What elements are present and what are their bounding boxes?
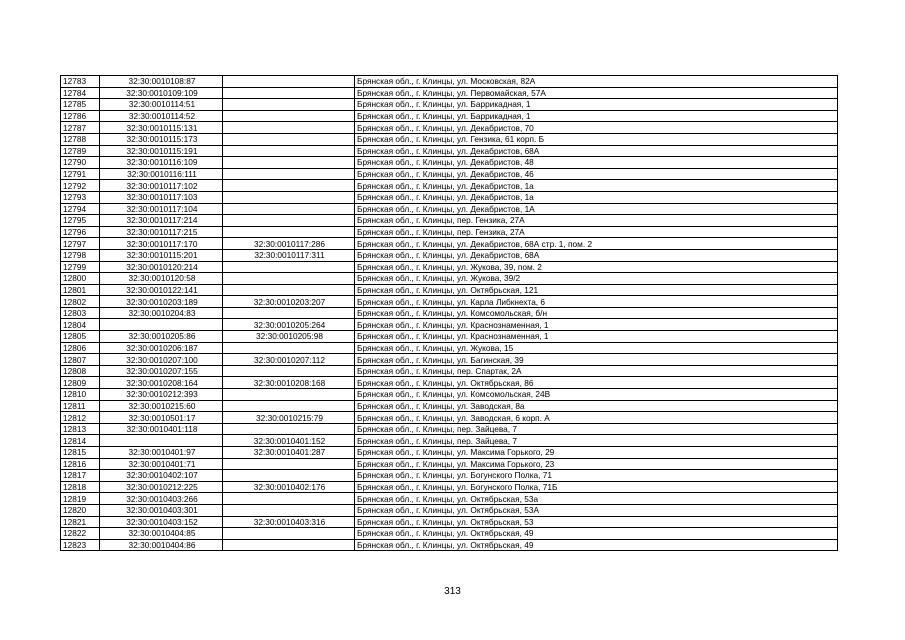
row-number-cell: 12813 — [61, 423, 100, 435]
row-number-cell: 12810 — [61, 389, 100, 401]
cadastral-number-cell: 32:30:0010215:60 — [100, 400, 223, 412]
cadastral-number-cell: 32:30:0010115:173 — [100, 133, 223, 145]
table-row — [61, 284, 838, 296]
table-row — [61, 249, 838, 261]
cadastral-number-cell: 32:30:0010402:107 — [100, 470, 223, 482]
cadastral-number-cell: 32:30:0010116:111 — [100, 168, 223, 180]
related-cadastral-number-cell: 32:30:0010402:176 — [223, 481, 355, 493]
page-number: 313 — [444, 586, 461, 597]
cadastral-number-cell: 32:30:0010117:102 — [100, 180, 223, 192]
cadastral-number-cell — [100, 435, 223, 447]
cadastral-number-cell: 32:30:0010203:189 — [100, 296, 223, 308]
address-cell: Брянская обл., г. Клинцы, пер. Зайцева, 7 — [355, 435, 838, 447]
address-cell: Брянская обл., г. Клинцы, ул. Октябрьская, 121 — [355, 284, 838, 296]
row-number-cell: 12783 — [61, 76, 100, 88]
address-cell: Брянская обл., г. Клинцы, ул. Богунского Полка, 71Б — [355, 481, 838, 493]
row-number-cell: 12817 — [61, 470, 100, 482]
address-cell: Брянская обл., г. Клинцы, ул. Декабристов, 68А — [355, 145, 838, 157]
cadastral-number-cell: 32:30:0010207:100 — [100, 354, 223, 366]
related-cadastral-number-cell: 32:30:0010401:287 — [223, 447, 355, 459]
table-row — [61, 389, 838, 401]
address-cell: Брянская обл., г. Клинцы, ул. Московская, 82А — [355, 76, 838, 88]
row-number-cell: 12802 — [61, 296, 100, 308]
table-row — [61, 133, 838, 145]
cadastral-number-cell — [100, 319, 223, 331]
row-number-cell: 12790 — [61, 157, 100, 169]
related-cadastral-number-cell — [223, 87, 355, 99]
cadastral-number-cell: 32:30:0010117:104 — [100, 203, 223, 215]
address-cell: Брянская обл., г. Клинцы, ул. Заводская, 8а — [355, 400, 838, 412]
related-cadastral-number-cell: 32:30:0010403:316 — [223, 516, 355, 528]
cadastral-number-cell: 32:30:0010404:85 — [100, 528, 223, 540]
table-row — [61, 307, 838, 319]
row-number-cell: 12819 — [61, 493, 100, 505]
address-cell: Брянская обл., г. Клинцы, ул. Комсомольская, 24В — [355, 389, 838, 401]
row-number-cell: 12787 — [61, 122, 100, 134]
cadastral-number-cell: 32:30:0010403:266 — [100, 493, 223, 505]
table-row — [61, 191, 838, 203]
table-row — [61, 296, 838, 308]
cadastral-number-cell: 32:30:0010212:225 — [100, 481, 223, 493]
cadastral-number-cell: 32:30:0010403:301 — [100, 504, 223, 516]
related-cadastral-number-cell — [223, 493, 355, 505]
row-number-cell: 12801 — [61, 284, 100, 296]
cadastral-number-cell: 32:30:0010404:86 — [100, 539, 223, 551]
related-cadastral-number-cell — [223, 122, 355, 134]
cadastral-number-cell: 32:30:0010401:71 — [100, 458, 223, 470]
address-cell: Брянская обл., г. Клинцы, ул. Октябрьская, 49 — [355, 539, 838, 551]
address-cell: Брянская обл., г. Клинцы, ул. Краснознаменная, 1 — [355, 319, 838, 331]
cadastral-number-cell: 32:30:0010403:152 — [100, 516, 223, 528]
address-cell: Брянская обл., г. Клинцы, ул. Баррикадная, 1 — [355, 110, 838, 122]
related-cadastral-number-cell: 32:30:0010207:112 — [223, 354, 355, 366]
table-row — [61, 354, 838, 366]
address-cell: Брянская обл., г. Клинцы, ул. Октябрьская, 53а — [355, 493, 838, 505]
cadastral-number-cell: 32:30:0010212:393 — [100, 389, 223, 401]
table-row — [61, 423, 838, 435]
row-number-cell: 12795 — [61, 215, 100, 227]
row-number-cell: 12785 — [61, 99, 100, 111]
row-number-cell: 12784 — [61, 87, 100, 99]
address-cell: Брянская обл., г. Клинцы, пер. Спартак, 2А — [355, 365, 838, 377]
cadastral-number-cell: 32:30:0010109:109 — [100, 87, 223, 99]
table-row — [61, 481, 838, 493]
row-number-cell: 12804 — [61, 319, 100, 331]
table-row — [61, 504, 838, 516]
address-cell: Брянская обл., г. Клинцы, ул. Гензика, 61 корп. Б — [355, 133, 838, 145]
cadastral-number-cell: 32:30:0010208:164 — [100, 377, 223, 389]
cadastral-number-cell: 32:30:0010401:118 — [100, 423, 223, 435]
related-cadastral-number-cell — [223, 157, 355, 169]
row-number-cell: 12822 — [61, 528, 100, 540]
related-cadastral-number-cell — [223, 423, 355, 435]
row-number-cell: 12809 — [61, 377, 100, 389]
table-row — [61, 400, 838, 412]
row-number-cell: 12805 — [61, 331, 100, 343]
related-cadastral-number-cell — [223, 539, 355, 551]
table-row — [61, 342, 838, 354]
table-row — [61, 458, 838, 470]
table-row — [61, 528, 838, 540]
address-cell: Брянская обл., г. Клинцы, ул. Богунского Полка, 71 — [355, 470, 838, 482]
related-cadastral-number-cell — [223, 215, 355, 227]
related-cadastral-number-cell — [223, 284, 355, 296]
table-row — [61, 157, 838, 169]
table-row — [61, 226, 838, 238]
row-number-cell: 12814 — [61, 435, 100, 447]
cadastral-number-cell: 32:30:0010116:109 — [100, 157, 223, 169]
address-cell: Брянская обл., г. Клинцы, ул. Декабристов, 68А стр. 1, пом. 2 — [355, 238, 838, 250]
table-row — [61, 377, 838, 389]
related-cadastral-number-cell: 32:30:0010205:98 — [223, 331, 355, 343]
row-number-cell: 12798 — [61, 249, 100, 261]
row-number-cell: 12789 — [61, 145, 100, 157]
related-cadastral-number-cell — [223, 307, 355, 319]
address-cell: Брянская обл., г. Клинцы, пер. Гензика, 27А — [355, 215, 838, 227]
address-cell: Брянская обл., г. Клинцы, ул. Декабристов, 68А — [355, 249, 838, 261]
table-row — [61, 539, 838, 551]
address-cell: Брянская обл., г. Клинцы, ул. Декабристов, 46 — [355, 168, 838, 180]
cadastral-number-cell: 32:30:0010207:155 — [100, 365, 223, 377]
address-cell: Брянская обл., г. Клинцы, ул. Первомайская, 57А — [355, 87, 838, 99]
address-cell: Брянская обл., г. Клинцы, ул. Декабристов, 70 — [355, 122, 838, 134]
cadastral-number-cell: 32:30:0010204:83 — [100, 307, 223, 319]
related-cadastral-number-cell — [223, 342, 355, 354]
row-number-cell: 12811 — [61, 400, 100, 412]
table-row — [61, 412, 838, 424]
related-cadastral-number-cell — [223, 470, 355, 482]
table-row — [61, 76, 838, 88]
table-row — [61, 168, 838, 180]
address-cell: Брянская обл., г. Клинцы, ул. Декабристов, 1а — [355, 191, 838, 203]
related-cadastral-number-cell: 32:30:0010208:168 — [223, 377, 355, 389]
address-cell: Брянская обл., г. Клинцы, ул. Комсомольская, б/н — [355, 307, 838, 319]
row-number-cell: 12786 — [61, 110, 100, 122]
table-row — [61, 99, 838, 111]
row-number-cell: 12807 — [61, 354, 100, 366]
table-row — [61, 238, 838, 250]
row-number-cell: 12788 — [61, 133, 100, 145]
address-cell: Брянская обл., г. Клинцы, ул. Октябрьская, 49 — [355, 528, 838, 540]
related-cadastral-number-cell: 32:30:0010203:207 — [223, 296, 355, 308]
table-row — [61, 145, 838, 157]
cadastral-number-cell: 32:30:0010117:215 — [100, 226, 223, 238]
table-row — [61, 122, 838, 134]
table-row — [61, 331, 838, 343]
related-cadastral-number-cell — [223, 76, 355, 88]
cadastral-number-cell: 32:30:0010117:103 — [100, 191, 223, 203]
row-number-cell: 12815 — [61, 447, 100, 459]
table-row — [61, 203, 838, 215]
registry-table — [60, 75, 838, 551]
row-number-cell: 12800 — [61, 273, 100, 285]
address-cell: Брянская обл., г. Клинцы, ул. Максима Горького, 29 — [355, 447, 838, 459]
table-row — [61, 87, 838, 99]
cadastral-number-cell: 32:30:0010117:214 — [100, 215, 223, 227]
related-cadastral-number-cell — [223, 110, 355, 122]
related-cadastral-number-cell — [223, 261, 355, 273]
related-cadastral-number-cell — [223, 458, 355, 470]
row-number-cell: 12799 — [61, 261, 100, 273]
address-cell: Брянская обл., г. Клинцы, пер. Гензика, 27А — [355, 226, 838, 238]
row-number-cell: 12794 — [61, 203, 100, 215]
related-cadastral-number-cell — [223, 528, 355, 540]
cadastral-number-cell: 32:30:0010115:201 — [100, 249, 223, 261]
cadastral-number-cell: 32:30:0010117:170 — [100, 238, 223, 250]
cadastral-number-cell: 32:30:0010401:97 — [100, 447, 223, 459]
row-number-cell: 12796 — [61, 226, 100, 238]
related-cadastral-number-cell — [223, 191, 355, 203]
related-cadastral-number-cell — [223, 504, 355, 516]
table-row — [61, 470, 838, 482]
address-cell: Брянская обл., г. Клинцы, ул. Октябрьская, 86 — [355, 377, 838, 389]
table-row — [61, 493, 838, 505]
address-cell: Брянская обл., г. Клинцы, ул. Жукова, 15 — [355, 342, 838, 354]
table-row — [61, 516, 838, 528]
address-cell: Брянская обл., г. Клинцы, ул. Октябрьская, 53 — [355, 516, 838, 528]
table-row — [61, 273, 838, 285]
row-number-cell: 12812 — [61, 412, 100, 424]
address-cell: Брянская обл., г. Клинцы, ул. Жукова, 39/2 — [355, 273, 838, 285]
cadastral-number-cell: 32:30:0010120:214 — [100, 261, 223, 273]
cadastral-number-cell: 32:30:0010122:141 — [100, 284, 223, 296]
related-cadastral-number-cell — [223, 168, 355, 180]
table-row — [61, 319, 838, 331]
table-body — [61, 76, 838, 551]
related-cadastral-number-cell — [223, 400, 355, 412]
cadastral-number-cell: 32:30:0010115:131 — [100, 122, 223, 134]
row-number-cell: 12821 — [61, 516, 100, 528]
cadastral-number-cell: 32:30:0010205:86 — [100, 331, 223, 343]
cadastral-number-cell: 32:30:0010120:58 — [100, 273, 223, 285]
related-cadastral-number-cell — [223, 203, 355, 215]
row-number-cell: 12803 — [61, 307, 100, 319]
table-row — [61, 447, 838, 459]
related-cadastral-number-cell: 32:30:0010117:286 — [223, 238, 355, 250]
cadastral-number-cell: 32:30:0010114:52 — [100, 110, 223, 122]
table-row — [61, 365, 838, 377]
row-number-cell: 12818 — [61, 481, 100, 493]
address-cell: Брянская обл., г. Клинцы, пер. Зайцева, 7 — [355, 423, 838, 435]
cadastral-number-cell: 32:30:0010115:191 — [100, 145, 223, 157]
address-cell: Брянская обл., г. Клинцы, ул. Заводская, 6 корп. А — [355, 412, 838, 424]
related-cadastral-number-cell — [223, 180, 355, 192]
related-cadastral-number-cell — [223, 226, 355, 238]
row-number-cell: 12793 — [61, 191, 100, 203]
cadastral-number-cell: 32:30:0010501:17 — [100, 412, 223, 424]
related-cadastral-number-cell: 32:30:0010117:311 — [223, 249, 355, 261]
address-cell: Брянская обл., г. Клинцы, ул. Декабристов, 1а — [355, 180, 838, 192]
table-row — [61, 110, 838, 122]
table-row — [61, 435, 838, 447]
cadastral-number-cell: 32:30:0010108:87 — [100, 76, 223, 88]
related-cadastral-number-cell — [223, 273, 355, 285]
table-row — [61, 215, 838, 227]
row-number-cell: 12808 — [61, 365, 100, 377]
address-cell: Брянская обл., г. Клинцы, ул. Баррикадная, 1 — [355, 99, 838, 111]
related-cadastral-number-cell: 32:30:0010401:152 — [223, 435, 355, 447]
address-cell: Брянская обл., г. Клинцы, ул. Декабристов, 1А — [355, 203, 838, 215]
row-number-cell: 12806 — [61, 342, 100, 354]
row-number-cell: 12823 — [61, 539, 100, 551]
address-cell: Брянская обл., г. Клинцы, ул. Жукова, 39, пом. 2 — [355, 261, 838, 273]
address-cell: Брянская обл., г. Клинцы, ул. Декабристов, 48 — [355, 157, 838, 169]
address-cell: Брянская обл., г. Клинцы, ул. Багинская, 39 — [355, 354, 838, 366]
row-number-cell: 12792 — [61, 180, 100, 192]
related-cadastral-number-cell — [223, 145, 355, 157]
cadastral-number-cell: 32:30:0010206:187 — [100, 342, 223, 354]
row-number-cell: 12820 — [61, 504, 100, 516]
related-cadastral-number-cell — [223, 133, 355, 145]
row-number-cell: 12791 — [61, 168, 100, 180]
table-row — [61, 261, 838, 273]
related-cadastral-number-cell — [223, 99, 355, 111]
related-cadastral-number-cell — [223, 389, 355, 401]
table-row — [61, 180, 838, 192]
address-cell: Брянская обл., г. Клинцы, ул. Максима Горького, 23 — [355, 458, 838, 470]
related-cadastral-number-cell — [223, 365, 355, 377]
related-cadastral-number-cell: 32:30:0010205:264 — [223, 319, 355, 331]
cadastral-number-cell: 32:30:0010114:51 — [100, 99, 223, 111]
related-cadastral-number-cell: 32:30:0010215:79 — [223, 412, 355, 424]
address-cell: Брянская обл., г. Клинцы, ул. Октябрьская, 53А — [355, 504, 838, 516]
address-cell: Брянская обл., г. Клинцы, ул. Карла Либкнехта, 6 — [355, 296, 838, 308]
address-cell: Брянская обл., г. Клинцы, ул. Краснознаменная, 1 — [355, 331, 838, 343]
row-number-cell: 12797 — [61, 238, 100, 250]
row-number-cell: 12816 — [61, 458, 100, 470]
